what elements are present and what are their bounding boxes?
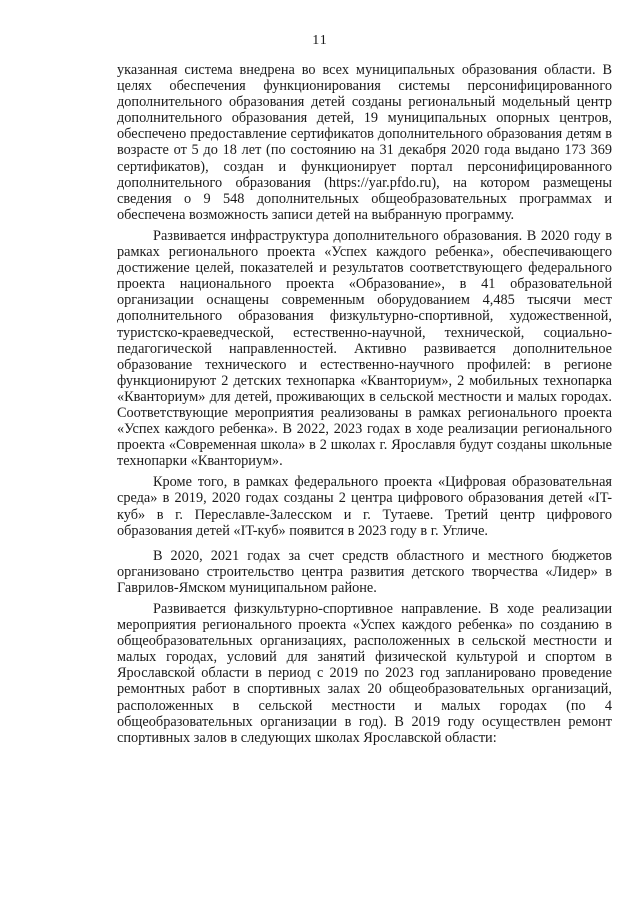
paragraph-infrastructure: Развивается инфраструктура дополнительного образования. В 2020 году в рамках регионального проекта «Успех каждого ребенка», обеспечивающего достижение целей, показателей и результатов соответствующего федерального проекта национального проекта «Образование», в 41 образовательной организации оснащены современным оборудованием 4,485 тысячи мест дополнительного образования физкультурно-спортивной, художественной, туристско-краеведческой, естественно-научной, технической, социально-педагогической направленностей. Активно развивается дополнительное образование технического и естественно-научного профилей: в регионе функционируют 2 детских технопарка «Кванториум», 2 мобильных технопарка «Кванториум» для детей, проживающих в сельской местности и малых городах. Соответствующие мероприятия реализованы в рамках регионального проекта «Успех каждого ребенка». В 2022, 2023 годах в ходе реализации регионального проекта «Современная школа» в 2 школах г. Ярославля будут созданы школьные технопарки «Кванториум». bbox=[117, 227, 612, 470]
paragraph-lider-center: В 2020, 2021 годах за счет средств областного и местного бюджетов организовано строительство центра развития детского творчества «Лидер» в Гаврилов-Ямском муниципальном районе. bbox=[117, 547, 612, 596]
paragraph-pfdo-system: указанная система внедрена во всех муниципальных образования области. В целях обеспечения функционирования системы персонифицированного дополнительного образования детей созданы региональный модельный центр дополнительного образования детей, 19 муниципальных опорных центров, обеспечено предоставление сертификатов дополнительного образования детям в возрасте от 5 до 18 лет (по состоянию на 31 декабря 2020 года выдано 173 369 сертификатов), создан и функционирует портал персонифицированного дополнительного образования (https://yar.pfdo.ru), на котором размещены сведения о 9 548 дополнительных общеобразовательных программах и обеспечена возможность записи детей на выбранную программу. bbox=[117, 62, 612, 223]
document-body bbox=[117, 62, 612, 746]
page-number: 11 bbox=[312, 33, 328, 48]
paragraph-sports: Развивается физкультурно-спортивное направление. В ходе реализации мероприятия регионального проекта «Успех каждого ребенка» по созданию в общеобразовательных организациях, расположенных в сельской местности и малых городах, условий для занятий физической культурой и спортом в Ярославской области в период с 2019 по 2023 год запланировано проведение ремонтных работ в спортивных залах 20 общеобразовательных организаций, расположенных в сельской местности и малых городах (по 4 общеобразовательных организации в год). В 2019 году осуществлен ремонт спортивных залов в следующих школах Ярославской области: bbox=[117, 601, 612, 746]
paragraph-it-cube: Кроме того, в рамках федерального проекта «Цифровая образовательная среда» в 2019, 2020 годах созданы 2 центра цифрового образования детей «IT-куб» в г. Переславле-Залесском и г. Тутаеве. Третий центр цифрового образования детей «IT-куб» появится в 2023 году в г. Угличе. bbox=[117, 474, 612, 539]
